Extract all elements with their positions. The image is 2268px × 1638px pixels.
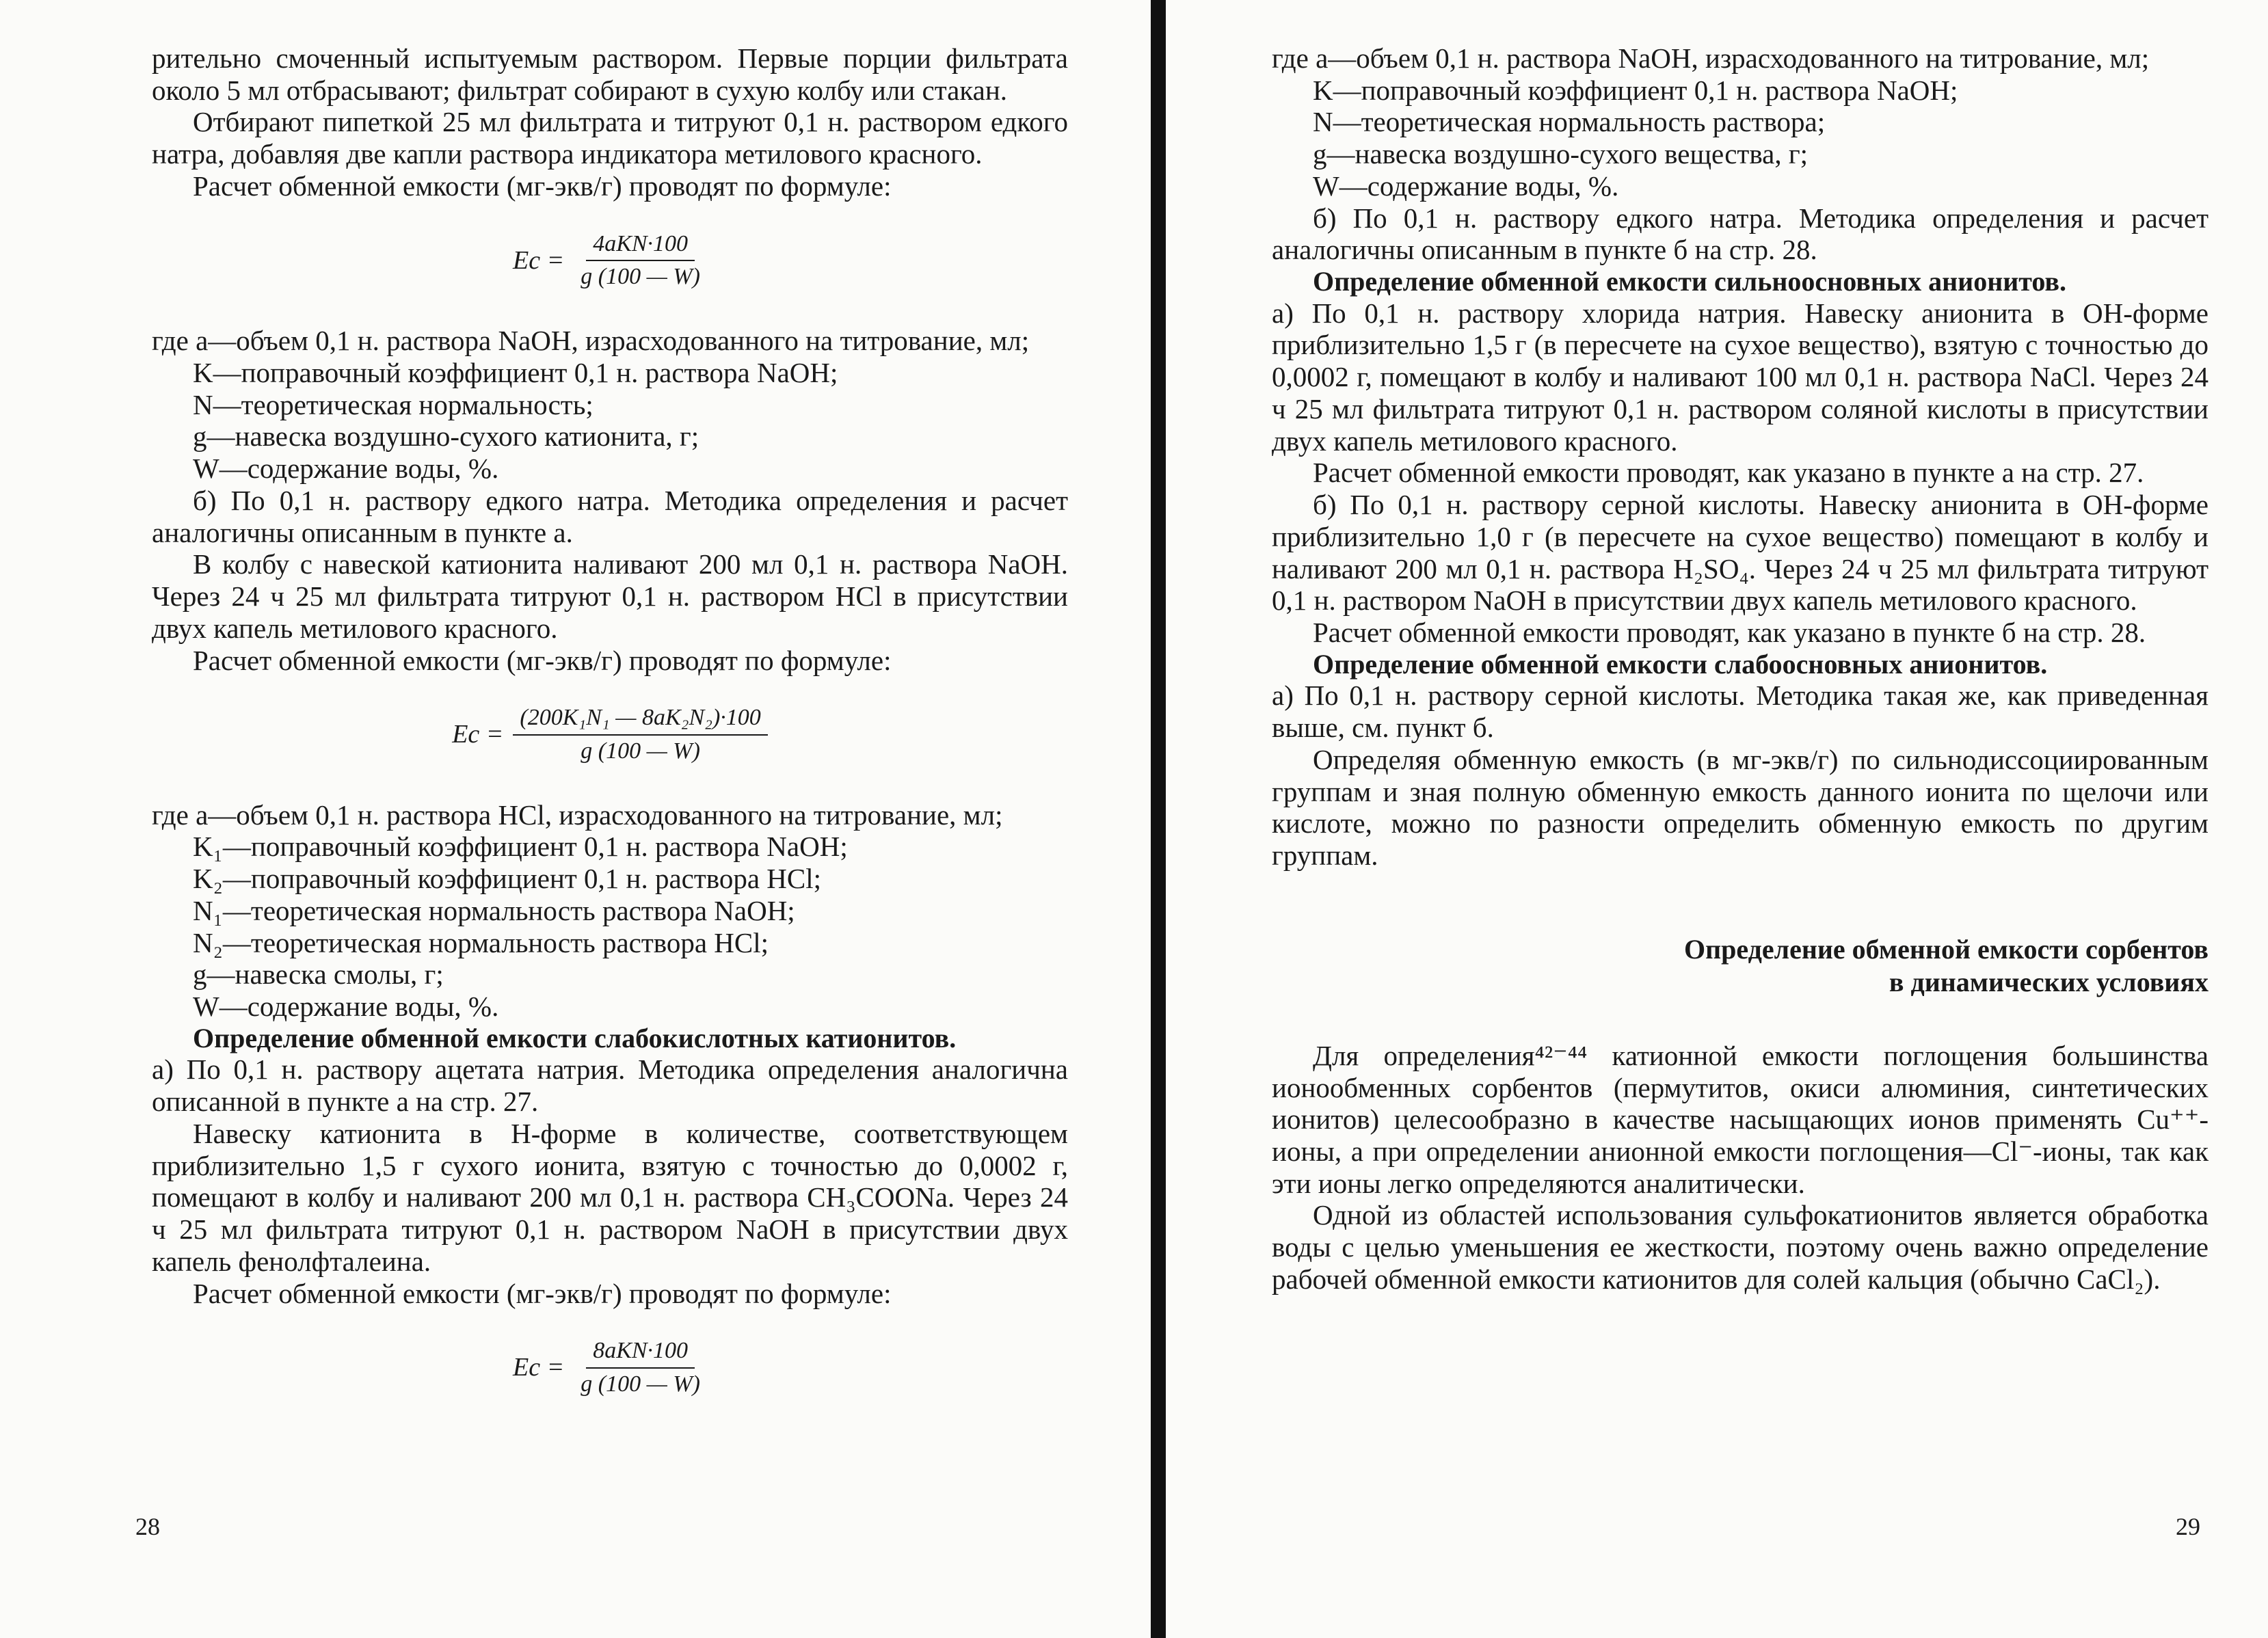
formula-lhs: Eс = — [452, 720, 504, 749]
where-line: K₂—поправочный коэффициент 0,1 н. раствора HCl; — [193, 863, 822, 895]
fraction — [574, 231, 707, 291]
paragraph: б) По 0,1 н. раствору едкого натра. Методика определения и расчет аналогичны описанным в пункте б на стр. 28. — [1272, 202, 2209, 266]
where-line: где a—объем 0,1 н. раствора NaOH, израсходованного на титрование, мл; — [152, 325, 1030, 357]
fraction-numerator: 8aKN·100 — [586, 1338, 695, 1369]
where-line: N₂—теоретическая нормальность раствора HCl; — [193, 926, 769, 958]
fraction-numerator: (200K₁N₁ — 8aK₂N₂)·100 — [513, 705, 767, 736]
where-line: N₁—теоретическая нормальность раствора NaOH; — [193, 894, 795, 926]
paragraph: б) По 0,1 н. раствору серной кислоты. Навеску анионита в OH-форме приблизительно 1,0 г (в пересчете на сухое вещество) помещают в колбу и наливают 200 мл 0,1 н. раствора H₂SO₄. Через 24 ч 25 мл фильтрата титруют 0,1 н. раствором NaOH в присутствии двух капель метилового красного. — [1272, 489, 2209, 617]
fraction-denominator: g (100 — W) — [581, 738, 700, 764]
where-line: W—содержание воды, %. — [193, 991, 499, 1023]
formula-lhs: Eс = — [513, 1353, 565, 1382]
section-title-line: Определение обменной емкости сорбентов — [1684, 933, 2209, 965]
where-line: K—поправочный коэффициент 0,1 н. раствора NaOH; — [193, 356, 838, 388]
where-line: g—навеска воздушно-сухого катионита, г; — [193, 420, 699, 453]
section-title-line: в динамических условиях — [1889, 966, 2209, 997]
paragraph: Для определения⁴²⁻⁴⁴ катионной емкости поглощения большинства ионообменных сорбентов (пермутитов, окиси алюминия, синтетических ионитов) целесообразно в качестве насыщающих ионов применять Cu⁺⁺-ионы, а при определении анионной емкости поглощения—Cl⁻-ионы, так как эти ионы легко определяются аналитически. — [1272, 1039, 2209, 1199]
formula — [152, 231, 1068, 291]
fraction-numerator: 4aKN·100 — [586, 231, 695, 262]
paragraph: б) По 0,1 н. раствору едкого натра. Методика определения и расчет аналогичны описанным в пункте a. — [152, 484, 1068, 548]
paragraph: а) По 0,1 н. раствору хлорида натрия. Навеску анионита в OH-форме приблизительно 1,5 г (в пересчете на сухое вещество), взятую с точностью до 0,0002 г, помещают в колбу и наливают 100 мл 0,1 н. раствора NaCl. Через 24 ч 25 мл фильтрата титруют 0,1 н. раствором соляной кислоты в присутствии двух капель метилового красного. — [1272, 297, 2209, 457]
spacer — [1272, 999, 2209, 1040]
where-line: N—теоретическая нормальность раствора; — [1313, 106, 1826, 138]
paragraph: а) По 0,1 н. раствору ацетата натрия. Методика определения аналогична описанной в пункте a на стр. 27. — [152, 1053, 1068, 1118]
paragraph: Расчет обменной емкости (мг-экв/г) проводят по формуле: — [193, 1277, 892, 1309]
section-heading: Определение обменной емкости сильноосновных анионитов. — [1313, 266, 2067, 297]
fraction-denominator: g (100 — W) — [581, 1371, 700, 1397]
fraction — [513, 705, 767, 765]
formula — [152, 1338, 1068, 1398]
formula — [152, 705, 1068, 765]
fraction-denominator: g (100 — W) — [581, 264, 700, 290]
paragraph: Расчет обменной емкости проводят, как указано в пункте a на стр. 27. — [1313, 457, 2144, 489]
where-line: где a—объем 0,1 н. раствора HCl, израсходованного на титрование, мл; — [152, 798, 1003, 831]
section-heading: Определение обменной емкости слабокислотных катионитов. — [193, 1022, 957, 1053]
paragraph: Навеску катионита в H-форме в количестве, соответствующем приблизительно 1,5 г сухого ионита, взятую с точностью до 0,0002 г, помещают в колбу и наливают 200 мл 0,1 н. раствора CH₃COONa. Через 24 ч 25 мл фильтрата титруют 0,1 н. раствором NaOH в присутствии двух капель фенолфталеина. — [152, 1117, 1068, 1277]
where-line: где a—объем 0,1 н. раствора NaOH, израсходованного на титрование, мл; — [1272, 42, 2150, 74]
where-line: g—навеска смолы, г; — [193, 958, 444, 991]
where-line: g—навеска воздушно-сухого вещества, г; — [1313, 138, 1809, 170]
fraction — [574, 1338, 707, 1398]
left-page — [152, 42, 1068, 1432]
paragraph: Отбирают пипеткой 25 мл фильтрата и титруют 0,1 н. раствором едкого натра, добавляя две капли раствора индикатора метилового красного. — [152, 106, 1068, 170]
formula-lhs: Eс = — [513, 245, 565, 275]
where-line: N—теоретическая нормальность; — [193, 388, 593, 420]
right-page — [1272, 42, 2209, 1295]
page-number-right: 29 — [2176, 1513, 2200, 1540]
section-title — [1272, 933, 2209, 999]
book-spine — [1151, 0, 1166, 1638]
where-line: K—поправочный коэффициент 0,1 н. раствора NaOH; — [1313, 74, 1958, 106]
where-line: K₁—поправочный коэффициент 0,1 н. раствора NaOH; — [193, 831, 848, 863]
paragraph: Определяя обменную емкость (в мг-экв/г) по сильнодиссоциированным группам и зная полную обменную емкость данного ионита по щелочи или кислоте, можно по разности определить обменную емкость по другим группам. — [1272, 743, 2209, 872]
paragraph: Расчет обменной емкости проводят, как указано в пункте б на стр. 28. — [1313, 617, 2146, 649]
where-line: W—содержание воды, %. — [1313, 170, 1619, 202]
where-line: W—содержание воды, %. — [193, 453, 499, 485]
paragraph: Одной из областей использования сульфокатионитов является обработка воды с целью уменьшения ее жесткости, поэтому очень важно определение рабочей обменной емкости катионитов для солей кальция (обычно CaCl₂). — [1272, 1199, 2209, 1295]
paragraph: Расчет обменной емкости (мг-экв/г) проводят по формуле: — [193, 170, 892, 202]
paragraph: В колбу с навеской катионита наливают 200 мл 0,1 н. раствора NaOH. Через 24 ч 25 мл фильтрата титруют 0,1 н. раствором HCl в присутствии двух капель метилового красного. — [152, 548, 1068, 644]
paragraph: а) По 0,1 н. раствору серной кислоты. Методика такая же, как приведенная выше, см. пункт б. — [1272, 680, 2209, 744]
page-number-left: 28 — [135, 1513, 160, 1540]
paragraph: Расчет обменной емкости (мг-экв/г) проводят по формуле: — [193, 644, 892, 676]
section-heading: Определение обменной емкости слабоосновных анионитов. — [1313, 648, 2048, 680]
paragraph: рительно смоченный испытуемым раствором. Первые порции фильтрата около 5 мл отбрасывают; фильтрат собирают в сухую колбу или стакан. — [152, 42, 1068, 106]
